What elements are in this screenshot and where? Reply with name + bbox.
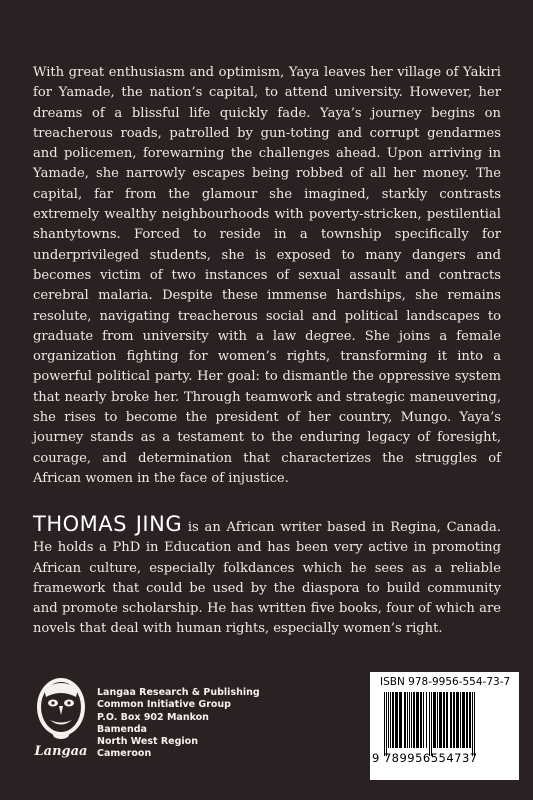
barcode-bar <box>392 692 394 748</box>
barcode-bar <box>437 692 438 748</box>
publisher-logo <box>30 675 92 759</box>
back-cover-blurb: With great enthusiasm and optimism, Yaya leaves her village of Yakiri for Yamade, the nation’s capital, to attend university. However, her dreams of a blissful life quickly fade. Yaya’s journey begins on treacherous roads, patrolled by gun-toting and corrupt gendarmes and policemen, forewarning the challenges ahead. Upon arriving in Yamade, she narrowly escapes being robbed of all her money. The capital, far from the glamour she imagined, starkly contrasts extremely wealthy neighbourhoods with poverty-stricken, pestilential shantytowns. Forced to reside in a township specifically for underprivileged students, she is exposed to many dangers and becomes victim of two instances of sexual assault and contracts cerebral malaria. Despite these immense hardships, she remains resolute, navigating treacherous social and political landscapes to graduate from university with a law degree. She joins a female organization fighting for women’s rights, transforming it into a powerful political party. Her goal: to dismantle the oppressive system that nearly broke her. Through teamwork and strategic maneuvering, she rises to become the president of her country, Mungo. Yaya’s journey stands as a testament to the enduring legacy of foresight, courage, and determination that characterizes the struggles of African women in the face of injustice. <box>33 65 501 486</box>
barcode-bar <box>386 692 387 756</box>
barcode-bar <box>395 692 398 748</box>
barcode-bar <box>439 692 442 748</box>
publisher-line: P.O. Box 902 Mankon <box>97 711 209 723</box>
barcode-bar <box>446 692 448 748</box>
barcode-bar <box>453 692 455 748</box>
publisher-address <box>97 687 260 761</box>
barcode-bar <box>388 692 389 748</box>
barcode-bar <box>474 692 475 756</box>
barcode-bar <box>469 692 471 748</box>
barcode-bar <box>433 692 436 748</box>
barcode-bar <box>384 692 385 756</box>
publisher-logo-text: Langaa <box>34 744 88 759</box>
barcode-bar <box>431 692 432 756</box>
author-bio: is an African writer based in Regina, Canada. He holds a PhD in Education and has been very active in promoting African culture, especially folkdances which he sees as a reliable framework that could be used by the diaspora to build community and promote scholarship. He has written five books, four of which are novels that deal with human rights, especially women’s right. <box>33 520 501 637</box>
author-name: THOMAS JING <box>33 512 183 536</box>
barcode-bar <box>443 692 445 748</box>
barcode-bar <box>390 692 391 748</box>
author-bio-paragraph <box>33 514 501 640</box>
barcode-bar <box>450 692 452 748</box>
barcode-digits: 789956554737 <box>383 751 478 765</box>
barcode-bar <box>399 692 402 748</box>
barcode-bar <box>466 692 468 748</box>
barcode-bar <box>426 692 427 748</box>
barcode-bar <box>413 692 415 748</box>
isbn-label: ISBN 978-9956-554-73-7 <box>380 676 511 688</box>
publisher-line: Bamenda <box>97 723 147 735</box>
barcode-bar <box>420 692 422 748</box>
barcode-bar <box>472 692 473 756</box>
publisher-line: Cameroon <box>97 748 152 760</box>
barcode-bar <box>423 692 424 748</box>
publisher-line: Common Initiative Group <box>97 699 231 711</box>
isbn-barcode <box>370 672 519 780</box>
barcode-bar <box>409 692 410 748</box>
barcode-lead-digit: 9 <box>372 751 380 765</box>
barcode-bar <box>416 692 419 748</box>
barcode-bar <box>460 692 461 748</box>
barcode-number <box>372 751 478 765</box>
barcode-bar <box>404 692 406 748</box>
barcode-bar <box>429 692 430 756</box>
publisher-line: North West Region <box>97 736 198 748</box>
publisher-line: Langaa Research & Publishing <box>97 687 260 698</box>
barcode-bar <box>462 692 465 748</box>
barcode-bar <box>456 692 459 748</box>
barcode-bars <box>384 692 512 756</box>
barcode-bar <box>411 692 412 748</box>
barcode-bar <box>407 692 408 748</box>
